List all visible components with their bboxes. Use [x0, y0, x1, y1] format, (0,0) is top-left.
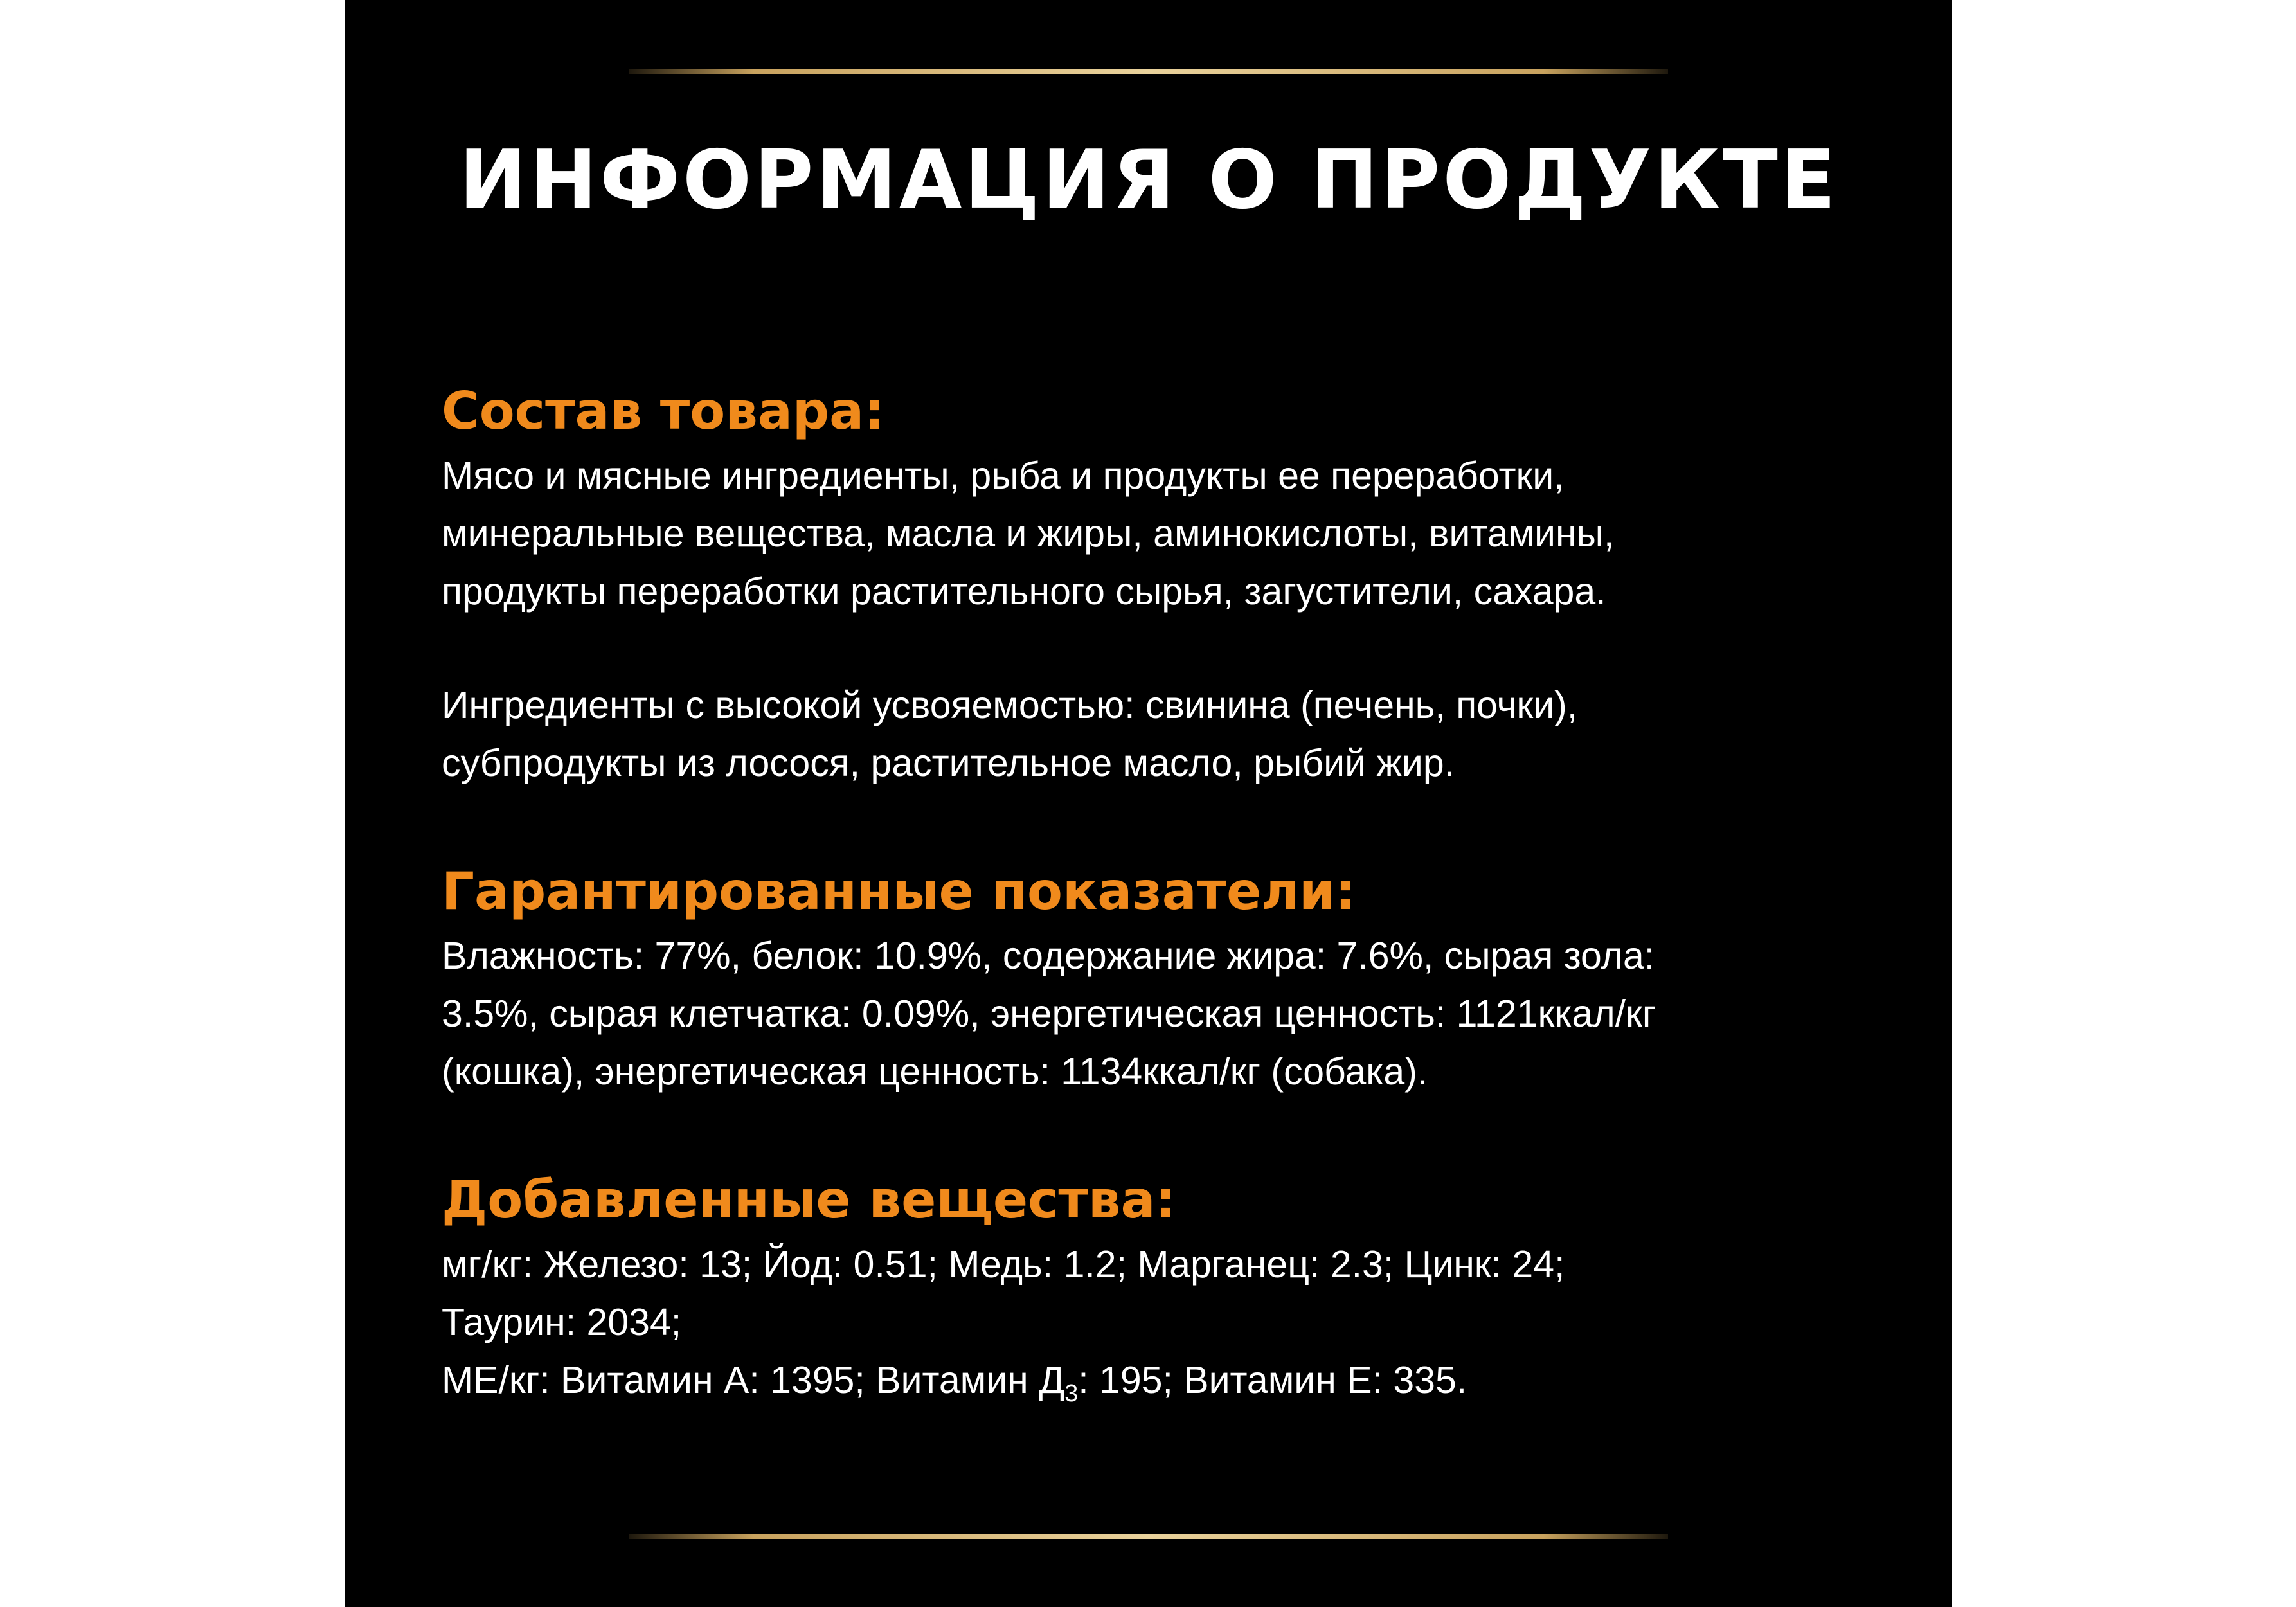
- composition-text: [442, 447, 1888, 620]
- additives-line: Таурин: 2034;: [442, 1301, 682, 1343]
- vitamins-text-end: : 195; Витамин Е: 335.: [1078, 1359, 1467, 1401]
- page-title: ИНФОРМАЦИЯ О ПРОДУКТЕ: [459, 132, 1838, 227]
- guaranteed-line: Влажность: 77%, белок: 10.9%, содержание жира: 7.6%, сырая зола:: [442, 935, 1655, 977]
- guaranteed-line: (кошка), энергетическая ценность: 1134ккал/кг (собака).: [442, 1050, 1428, 1093]
- guaranteed-text: [442, 927, 1888, 1100]
- product-info-card: [345, 0, 1952, 1607]
- composition-line: минеральные вещества, масла и жиры, аминокислоты, витамины,: [442, 512, 1615, 555]
- ingredients-line: субпродукты из лосося, растительное масло, рыбий жир.: [442, 742, 1455, 784]
- product-info-content: [442, 376, 1888, 1409]
- additives-line: мг/кг: Железо: 13; Йод: 0.51; Медь: 1.2; Марганец: 2.3; Цинк: 24;: [442, 1243, 1565, 1286]
- additives-text: [442, 1235, 1888, 1409]
- vitamin-d-subscript: 3: [1064, 1379, 1079, 1407]
- vitamins-text-start: МЕ/кг: Витамин А: 1395; Витамин Д: [442, 1359, 1065, 1401]
- additives-line-vitamins: [442, 1351, 1888, 1409]
- guaranteed-line: 3.5%, сырая клетчатка: 0.09%, энергетическая ценность: 1121ккал/кг: [442, 992, 1656, 1035]
- bottom-gold-divider: [629, 1534, 1668, 1539]
- composition-line: продукты переработки растительного сырья, загустители, сахара.: [442, 570, 1606, 613]
- top-gold-divider: [629, 69, 1668, 74]
- guaranteed-heading: Гарантированные показатели:: [442, 861, 1356, 921]
- composition-heading: Состав товара:: [442, 381, 885, 441]
- ingredients-text: [442, 676, 1888, 792]
- composition-line: Мясо и мясные ингредиенты, рыба и продукты ее переработки,: [442, 454, 1565, 497]
- ingredients-line: Ингредиенты с высокой усвояемостью: свинина (печень, почки),: [442, 684, 1578, 726]
- additives-heading: Добавленные вещества:: [442, 1170, 1176, 1230]
